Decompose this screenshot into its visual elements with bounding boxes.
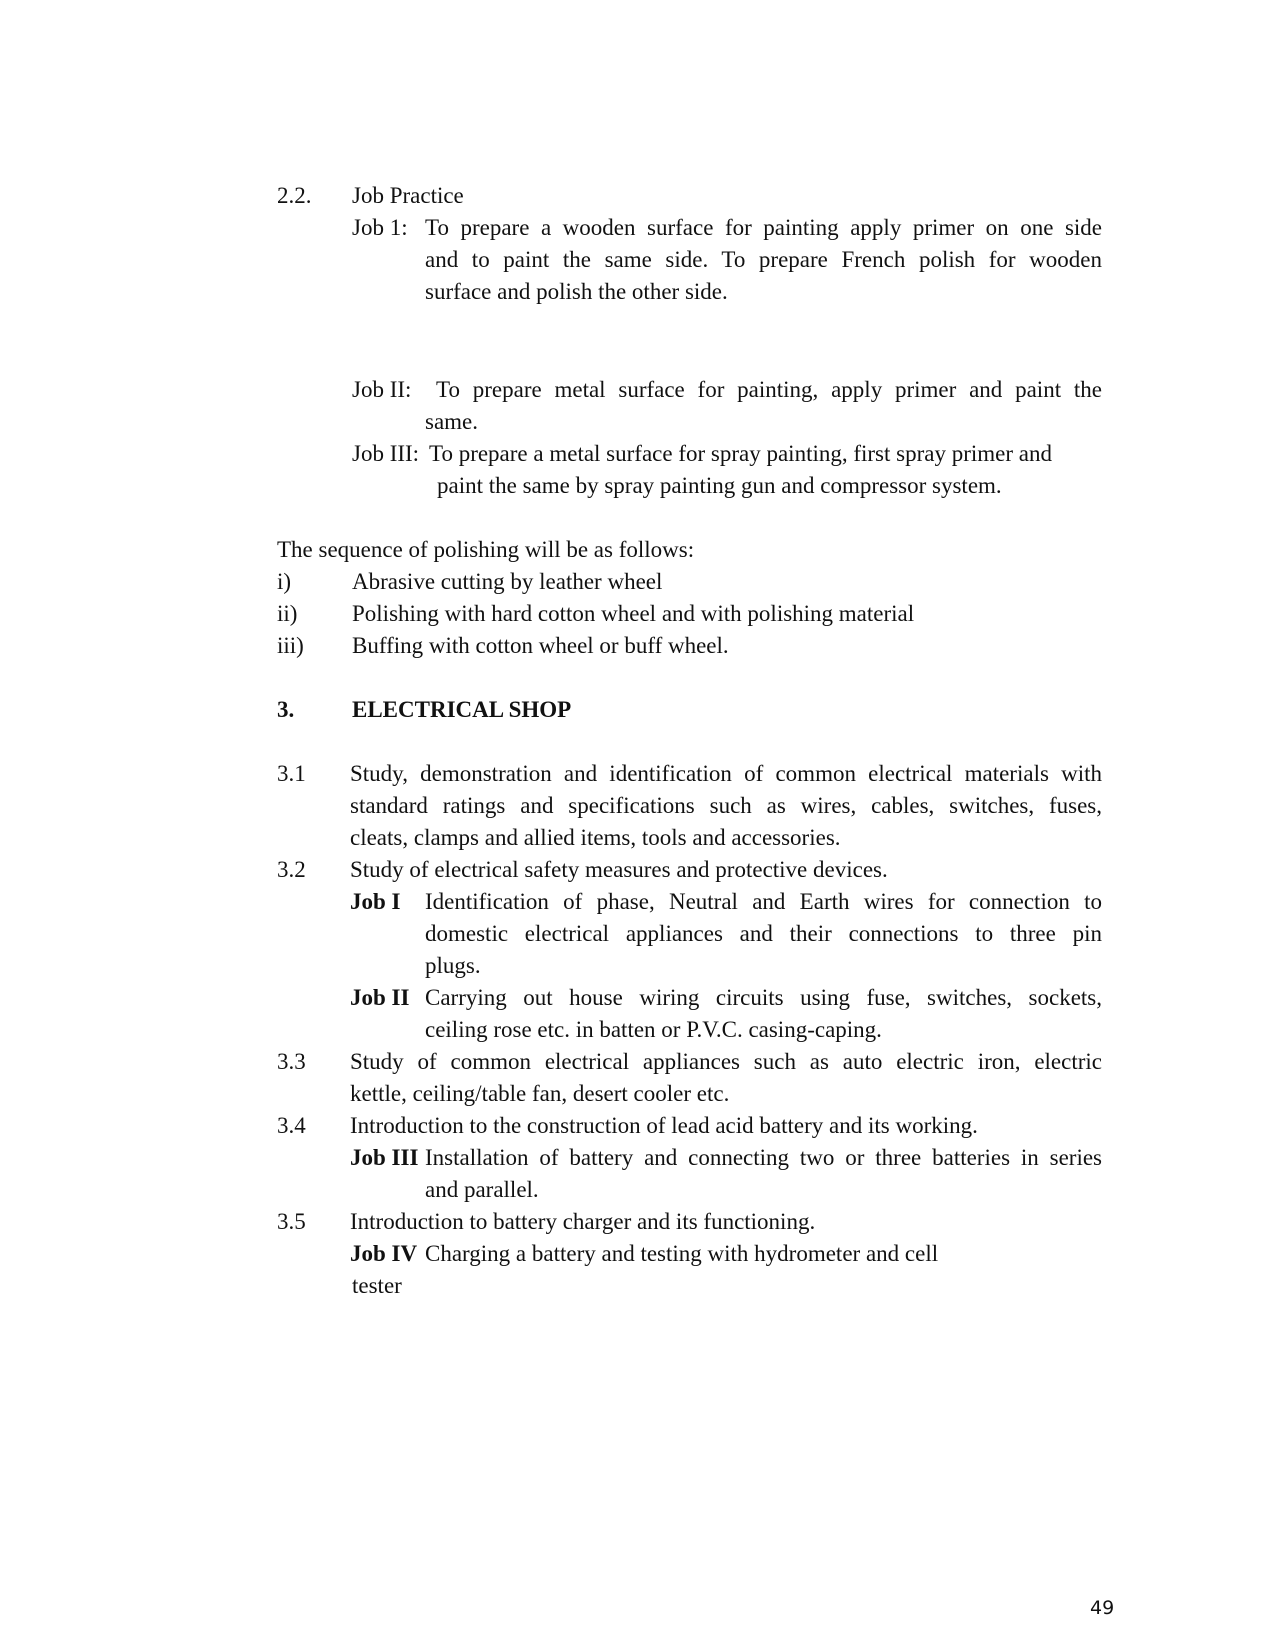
subsection-number: 3.2 (277, 857, 306, 882)
subsection-text-line: standard ratings and specifications such as wires, cables, switches, fuses, (350, 793, 1102, 818)
job-text-line: Installation of battery and connecting two or three batteries in series (425, 1145, 1102, 1170)
job-text-line: and parallel. (425, 1177, 539, 1202)
job-label: Job I (350, 889, 401, 914)
subsection-number: 3.3 (277, 1049, 306, 1074)
job-label: Job 1: (352, 215, 408, 240)
list-intro: The sequence of polishing will be as follows: (277, 537, 695, 562)
section-number: 2.2. (277, 183, 312, 208)
list-marker: iii) (277, 633, 304, 658)
section-heading: ELECTRICAL SHOP (352, 697, 572, 722)
job-text-line: To prepare a metal surface for spray painting, first spray primer and (429, 441, 1052, 466)
job-text-line: ceiling rose etc. in batten or P.V.C. casing-caping. (425, 1017, 882, 1042)
job-text-line: same. (425, 409, 479, 434)
subsection-number: 3.5 (277, 1209, 306, 1234)
job-text-line: plugs. (425, 953, 481, 978)
job-text-line: paint the same by spray painting gun and compressor system. (437, 473, 1002, 498)
subsection-text: Introduction to the construction of lead acid battery and its working. (350, 1113, 978, 1138)
subsection-text: Study of electrical safety measures and protective devices. (350, 857, 888, 882)
job-label: Job IV (350, 1241, 418, 1266)
job-text-line: domestic electrical appliances and their connections to three pin (425, 921, 1102, 946)
job-text-line: Carrying out house wiring circuits using fuse, switches, sockets, (425, 985, 1102, 1010)
subsection-number: 3.4 (277, 1113, 306, 1138)
job-label: Job III: (352, 441, 420, 466)
job-label: Job III (350, 1145, 419, 1170)
subsection-text-line: Study, demonstration and identification of common electrical materials with (350, 761, 1102, 786)
job-text-line: surface and polish the other side. (425, 279, 728, 304)
job-text-line: tester (352, 1273, 402, 1298)
job-text-line: and to paint the same side. To prepare French polish for wooden (425, 247, 1102, 272)
job-text-line: To prepare a wooden surface for painting apply primer on one side (425, 215, 1102, 240)
section-title: Job Practice (352, 183, 464, 208)
job-label: Job II: (352, 377, 412, 402)
page-number: 49 (1090, 1597, 1115, 1619)
subsection-text-line: kettle, ceiling/table fan, desert cooler etc. (350, 1081, 730, 1106)
subsection-number: 3.1 (277, 761, 306, 786)
list-item: Buffing with cotton wheel or buff wheel. (352, 633, 729, 658)
list-marker: ii) (277, 601, 298, 626)
subsection-text-line: Study of common electrical appliances such as auto electric iron, electric (350, 1049, 1102, 1074)
subsection-text-line: cleats, clamps and allied items, tools and accessories. (350, 825, 841, 850)
job-text-line: To prepare metal surface for painting, apply primer and paint the (436, 377, 1102, 402)
list-item: Abrasive cutting by leather wheel (352, 569, 663, 594)
list-item: Polishing with hard cotton wheel and with polishing material (352, 601, 915, 626)
job-text-line: Charging a battery and testing with hydrometer and cell (425, 1241, 939, 1266)
job-label: Job II (350, 985, 410, 1010)
section-number: 3. (277, 697, 295, 722)
list-marker: i) (277, 569, 292, 594)
subsection-text: Introduction to battery charger and its functioning. (350, 1209, 816, 1234)
job-text-line: Identification of phase, Neutral and Earth wires for connection to (425, 889, 1102, 914)
